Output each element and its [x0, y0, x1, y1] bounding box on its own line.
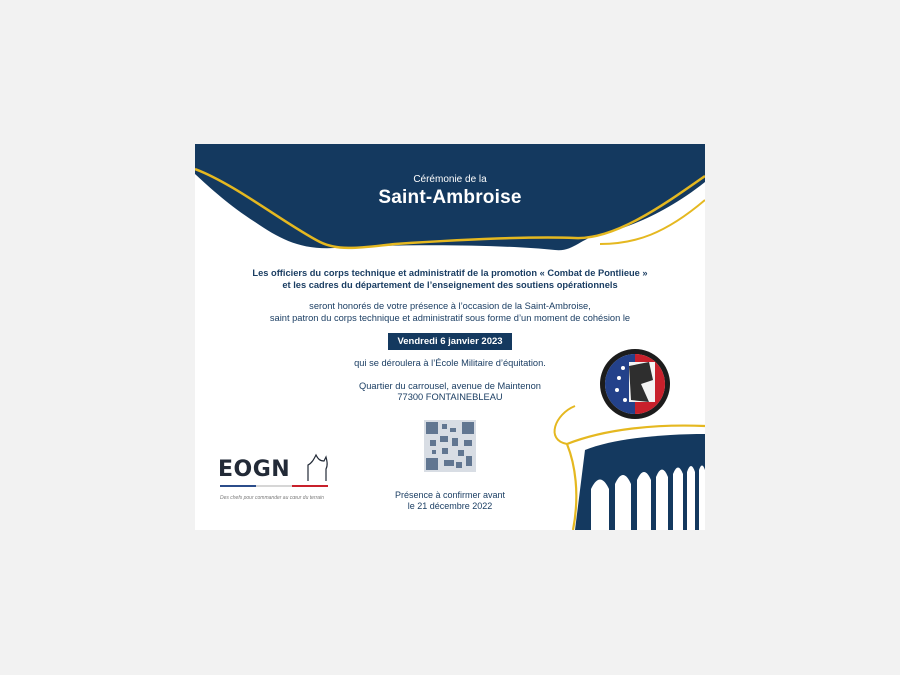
- confirm-line-1: Présence à confirmer avant: [394, 490, 506, 500]
- flag-stripe-white: [256, 485, 292, 487]
- header-subtitle: Cérémonie de la: [413, 174, 487, 185]
- organizers-line-2: et les cadres du département de l’enseignement des soutiens opérationnels: [282, 280, 618, 290]
- header-title: Saint-Ambroise: [378, 187, 522, 208]
- eogn-logo: [218, 457, 343, 507]
- flag-stripe-blue: [220, 485, 256, 487]
- address-line-1: Quartier du carrousel, avenue de Maintenon: [359, 381, 541, 391]
- qr-code-icon[interactable]: [424, 420, 476, 472]
- confirm-line-2: le 21 décembre 2022: [407, 501, 493, 511]
- aqueduct-illustration: [555, 406, 705, 530]
- event-date-badge: Vendredi 6 janvier 2023: [388, 333, 512, 350]
- horse-emblem-icon: [304, 453, 332, 483]
- eogn-tagline: Des chefs pour commander au cœur du terrain: [220, 495, 324, 501]
- honor-line-2: saint patron du corps technique et administratif sous forme d’un moment de cohésion le: [269, 313, 631, 323]
- flag-stripe-red: [292, 485, 328, 487]
- honor-line-1: seront honorés de votre présence à l’occasion de la Saint-Ambroise,: [309, 301, 591, 311]
- venue-line: qui se déroulera à l’École Militaire d’équitation.: [354, 358, 546, 368]
- address-line-2: 77300 FONTAINEBLEAU: [397, 392, 503, 402]
- invitation-card: [195, 144, 705, 530]
- eogn-logo-text: EOGN: [218, 457, 291, 482]
- organizers-line-1: Les officiers du corps technique et administratif de la promotion « Combat de Pontlieue »: [252, 268, 648, 278]
